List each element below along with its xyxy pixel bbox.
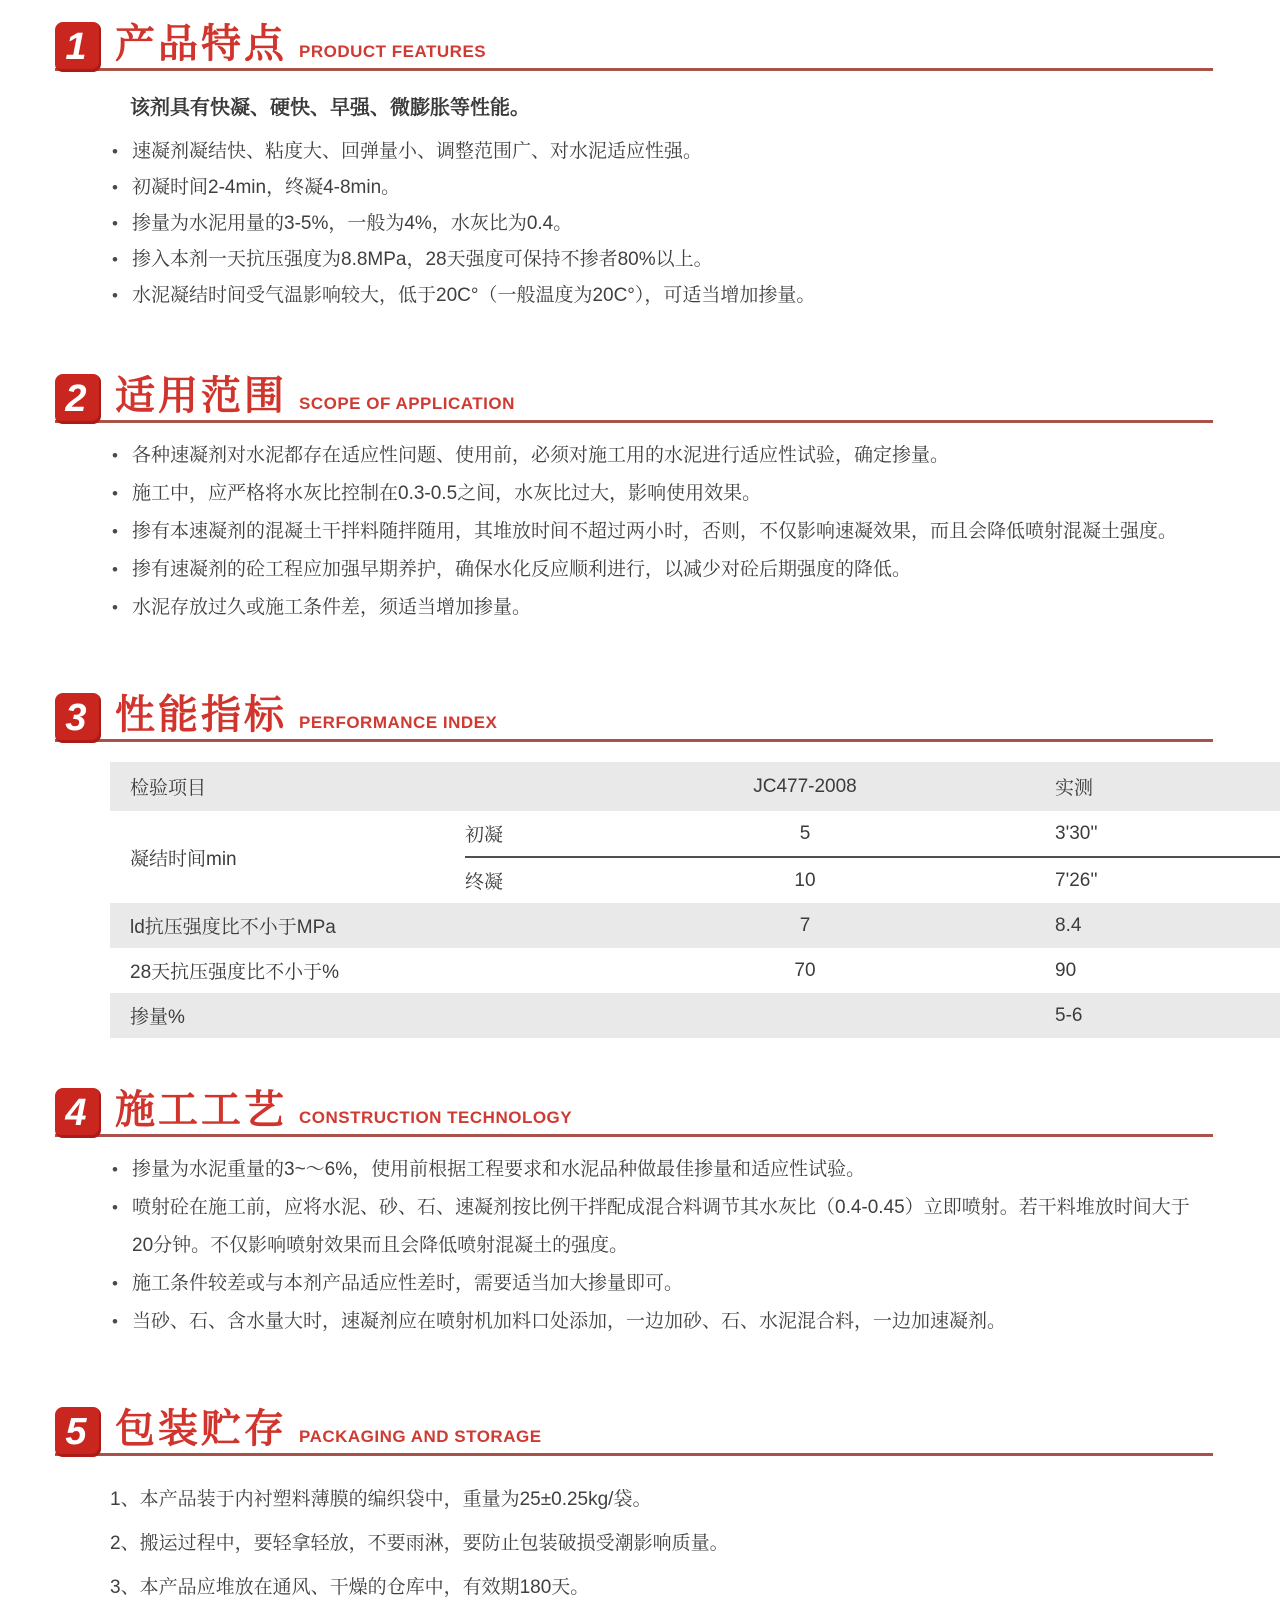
cell-measured: 5-6 (1055, 1004, 1083, 1026)
section-5-header (55, 1403, 1213, 1456)
section-number-badge (55, 1407, 101, 1457)
column-header-item: 检验项目 (130, 778, 207, 799)
column-header-measured: 实测 (1055, 778, 1094, 799)
section-subtitle: PERFORMANCE INDEX (299, 713, 498, 732)
bullet-item: • 水泥凝结时间受气温影响较大，低于20C°（一般温度为20C°），可适当增加掺量。 (110, 278, 1210, 314)
cell-sub: 初凝 (465, 811, 620, 857)
table-row (110, 903, 1280, 948)
cell-measured: 8.4 (1055, 914, 1082, 936)
column-header-sub (465, 762, 620, 811)
table-row (110, 948, 1280, 993)
bullet-item: • 施工条件较差或与本剂产品适应性差时，需要适当加大掺量即可。 (110, 1265, 1210, 1303)
storage-numbered-list (110, 1478, 1210, 1610)
section-title: 施工工艺 (115, 1088, 287, 1132)
numbered-item: 2、搬运过程中，要轻拿轻放，不要雨淋，要防止包装破损受潮影响质量。 (110, 1533, 729, 1554)
cell-standard: 7 (799, 914, 811, 936)
cell-standard: 70 (794, 959, 816, 981)
section-packaging-storage (0, 1403, 1280, 1610)
section-title: 产品特点 (115, 22, 287, 66)
section-number: 2 (65, 378, 87, 420)
section-subtitle: CONSTRUCTION TECHNOLOGY (299, 1108, 573, 1127)
section-number: 3 (65, 697, 87, 739)
scope-bullet-list (110, 437, 1210, 627)
section-number-badge (55, 693, 101, 743)
section-4-header (55, 1084, 1213, 1137)
bullet-item: • 掺入本剂一天抗压强度为8.8MPa，28天强度可保持不掺者80%以上。 (110, 242, 1210, 278)
cell-sub: 终凝 (465, 872, 504, 893)
construction-bullet-list (110, 1151, 1210, 1341)
table-row (110, 993, 1280, 1038)
cell-sub (465, 903, 620, 948)
table-row (110, 811, 1280, 857)
cell-standard: 10 (794, 869, 816, 891)
bullet-item: • 掺量为水泥重量的3~～6%，使用前根据工程要求和水泥品种做最佳掺量和适应性试验。 (110, 1151, 1210, 1189)
cell-measured: 3'30'' (990, 811, 1280, 857)
section-number: 4 (65, 1092, 87, 1134)
bullet-item: • 各种速凝剂对水泥都存在适应性问题、使用前，必须对施工用的水泥进行适应性试验，确定掺量。 (110, 437, 1210, 475)
section-title: 适用范围 (115, 374, 287, 418)
bullet-item: • 掺量为水泥用量的3-5%，一般为4%，水灰比为0.4。 (110, 206, 1210, 242)
section-product-features (0, 0, 1280, 314)
bullet-item: • 喷射砼在施工前，应将水泥、砂、石、速凝剂按比例干拌配成混合料调节其水灰比（0.4-0.45）立即喷射。若干料堆放时间大于20分钟。不仅影响喷射效果而且会降低喷射混凝土的强度。 (110, 1189, 1210, 1265)
numbered-item: 1、本产品装于内衬塑料薄膜的编织袋中，重量为25±0.25kg/袋。 (110, 1489, 652, 1510)
section-1-header (55, 18, 1213, 71)
cell-sub (465, 948, 620, 993)
section-performance-index (0, 689, 1280, 1038)
cell-item: 28天抗压强度比不小于% (130, 962, 340, 983)
section-subtitle: PRODUCT FEATURES (299, 42, 487, 61)
numbered-item: 3、本产品应堆放在通风、干燥的仓库中，有效期180天。 (110, 1577, 590, 1598)
cell-standard (620, 993, 990, 1038)
section-scope-of-application (0, 370, 1280, 627)
cell-sub (465, 993, 620, 1038)
section-construction-technology (0, 1084, 1280, 1341)
section-subtitle: PACKAGING AND STORAGE (299, 1427, 542, 1446)
section-number: 1 (65, 26, 87, 68)
section-number-badge (55, 374, 101, 424)
features-bullet-list (110, 134, 1210, 314)
section-number-badge (55, 22, 101, 72)
cell-measured: 90 (1055, 959, 1077, 981)
column-header-standard: JC477-2008 (753, 775, 857, 797)
cell-item: 凝结时间min (130, 848, 237, 870)
section-number: 5 (65, 1411, 87, 1453)
cell-measured: 7'26'' (1055, 869, 1098, 891)
cell-standard: 5 (620, 811, 990, 857)
cell-item: ld抗压强度比不小于MPa (130, 917, 336, 938)
section-2-header (55, 370, 1213, 423)
performance-table (110, 762, 1280, 1038)
section-3-header (55, 689, 1213, 742)
bullet-item: • 掺有本速凝剂的混凝土干拌料随拌随用，其堆放时间不超过两小时，否则，不仅影响速凝效果，而且会降低喷射混凝土强度。 (110, 513, 1210, 551)
bullet-item: • 水泥存放过久或施工条件差，须适当增加掺量。 (110, 589, 1210, 627)
section-title: 性能指标 (115, 693, 287, 737)
bullet-item: • 当砂、石、含水量大时，速凝剂应在喷射机加料口处添加，一边加砂、石、水泥混合料，一边加速凝剂。 (110, 1303, 1210, 1341)
section-title: 包装贮存 (115, 1407, 287, 1451)
section-number-badge (55, 1088, 101, 1138)
bullet-item: • 掺有速凝剂的砼工程应加强早期养护，确保水化反应顺利进行，以减少对砼后期强度的降低。 (110, 551, 1210, 589)
features-intro: 该剂具有快凝、硬快、早强、微膨胀等性能。 (130, 97, 530, 119)
cell-item: 掺量% (130, 1007, 185, 1028)
section-subtitle: SCOPE OF APPLICATION (299, 394, 515, 413)
bullet-item: • 速凝剂凝结快、粘度大、回弹量小、调整范围广、对水泥适应性强。 (110, 134, 1210, 170)
bullet-item: • 施工中，应严格将水灰比控制在0.3-0.5之间，水灰比过大，影响使用效果。 (110, 475, 1210, 513)
table-header-row (110, 762, 1280, 811)
bullet-item: • 初凝时间2-4min，终凝4-8min。 (110, 170, 1210, 206)
